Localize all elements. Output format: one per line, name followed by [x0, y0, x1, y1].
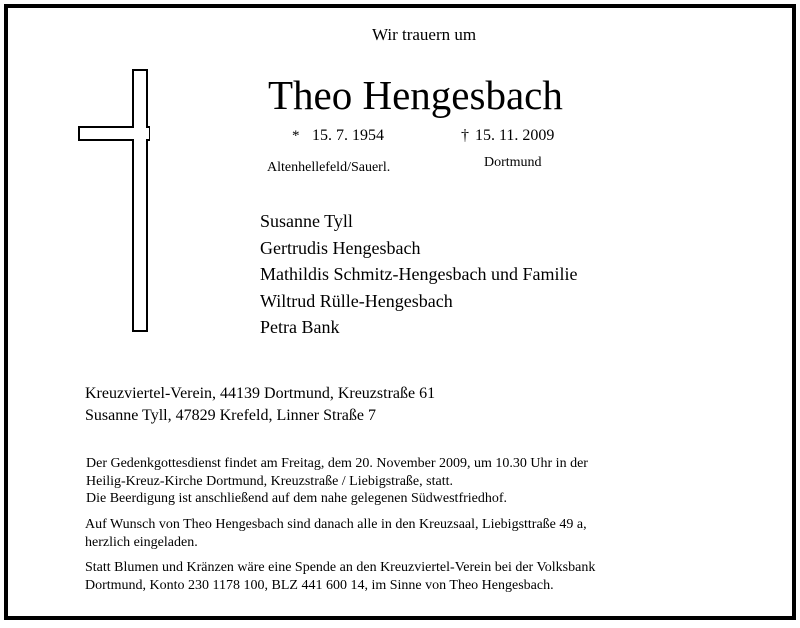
contact-addresses [85, 383, 435, 427]
birth-star-icon: * [292, 128, 300, 144]
birth-date-line [292, 127, 384, 145]
donation-paragraph [85, 559, 775, 594]
paragraph-line: herzlich eingeladen. [85, 534, 198, 550]
mourner-name: Mathildis Schmitz-Hengesbach und Familie [260, 264, 578, 284]
death-date-line [461, 127, 554, 145]
mourning-header: Wir trauern um [372, 25, 477, 44]
birth-place: Altenhellefeld/Sauerl. [267, 160, 391, 175]
mourner-name: Susanne Tyll [260, 211, 353, 231]
paragraph-line: Dortmund, Konto 230 1178 100, BLZ 441 600 14, im Sinne von Theo Hengesbach. [85, 577, 554, 593]
mourner-name: Wiltrud Rülle-Hengesbach [260, 290, 453, 311]
paragraph-line: Der Gedenkgottesdienst findet am Freitag, dem 20. November 2009, um 10.30 Uhr in der [86, 456, 588, 471]
mourner-name: Petra Bank [260, 317, 340, 337]
obituary-notice [4, 4, 796, 620]
death-place: Dortmund [484, 155, 542, 170]
mourner-name: Gertrudis Hengesbach [260, 237, 421, 258]
invitation-paragraph [85, 516, 775, 551]
address-line: Susanne Tyll, 47829 Krefeld, Linner Straße 7 [85, 407, 376, 424]
latin-cross-icon [78, 69, 150, 333]
paragraph-line: Die Beerdigung ist anschließend auf dem nahe gelegenen Südwestfriedhof. [86, 491, 508, 506]
mourners-list [260, 208, 577, 341]
memorial-service-paragraph [86, 455, 776, 508]
paragraph-line: Auf Wunsch von Theo Hengesbach sind danach alle in den Kreuzsaal, Liebigsttraße 49 a, [85, 517, 587, 532]
address-line: Kreuzviertel-Verein, 44139 Dortmund, Kreuzstraße 61 [85, 385, 436, 402]
paragraph-line: Heilig-Kreuz-Kirche Dortmund, Kreuzstraße / Liebigstraße, statt. [86, 473, 453, 489]
death-dagger-icon: † [461, 127, 469, 144]
deceased-name: Theo Hengesbach [268, 72, 563, 118]
death-date: 15. 11. 2009 [475, 127, 555, 144]
paragraph-line: Statt Blumen und Kränzen wäre eine Spende an den Kreuzviertel-Verein bei der Volksbank [85, 560, 596, 575]
birth-date: 15. 7. 1954 [312, 127, 384, 144]
